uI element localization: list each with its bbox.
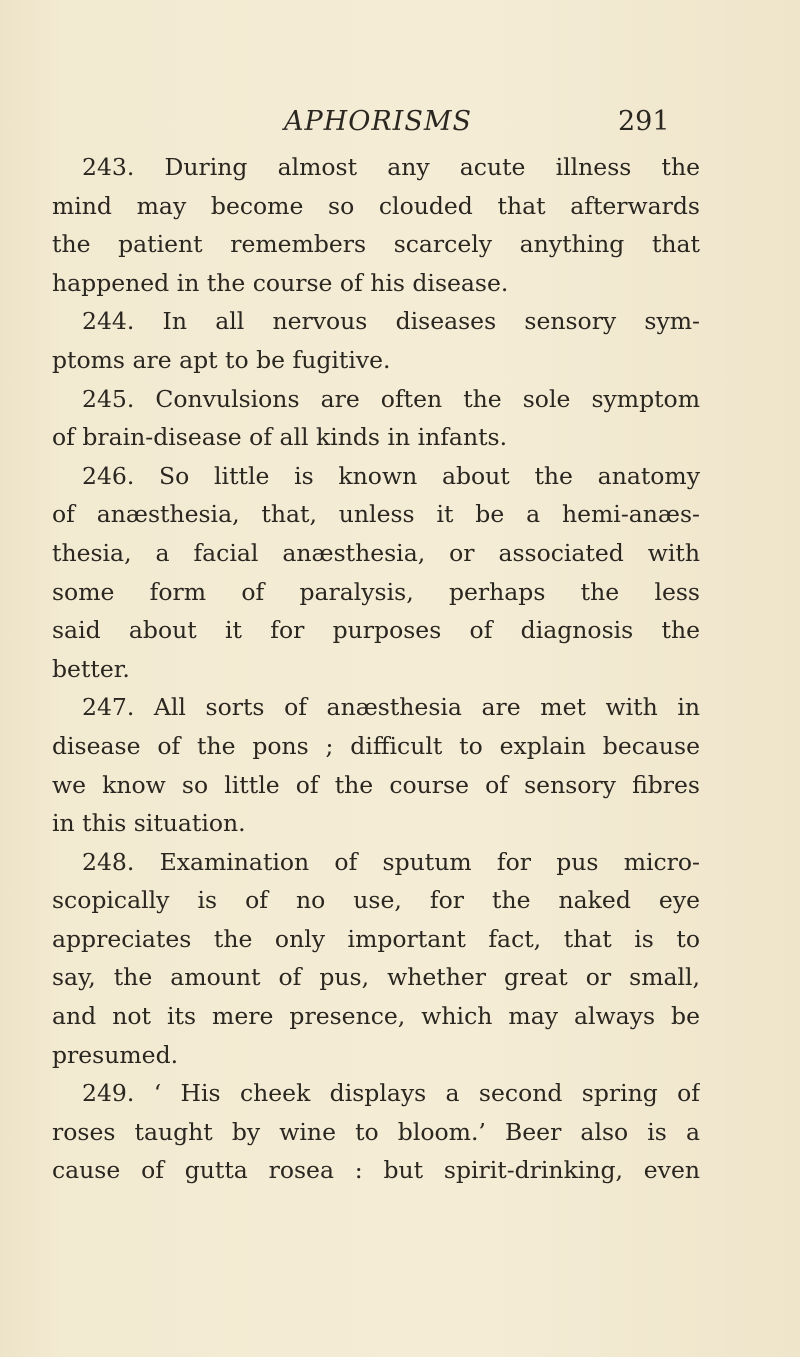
text-line: appreciates the only important fact, that is to <box>52 924 700 953</box>
page-number: 291 <box>618 106 670 137</box>
text-line: 248. Examination of sputum for pus micro- <box>82 847 700 876</box>
text-line: we know so little of the course of sensory fibres <box>52 770 700 799</box>
text-line: thesia, a facial anæsthesia, or associated with <box>52 538 700 567</box>
text-line: disease of the pons ; difficult to explain because <box>52 731 700 760</box>
running-head <box>0 102 800 142</box>
text-line: 244. In all nervous diseases sensory sym- <box>82 307 700 336</box>
text-line: ptoms are apt to be fugitive. <box>52 345 391 374</box>
text-line: in this situation. <box>52 809 246 838</box>
text-line: the patient remembers scarcely anything that <box>52 230 700 259</box>
text-line: of anæsthesia, that, unless it be a hemi-anæs- <box>52 500 700 529</box>
running-title: APHORISMS <box>284 106 472 137</box>
text-line: presumed. <box>52 1040 179 1069</box>
text-line: and not its mere presence, which may always be <box>52 1002 700 1031</box>
text-line: happened in the course of his disease. <box>52 268 509 297</box>
text-line: mind may become so clouded that afterwards <box>52 191 700 220</box>
text-line: 243. During almost any acute illness the <box>82 153 700 181</box>
text-line: 249. ‘ His cheek displays a second spring of <box>82 1079 700 1108</box>
text-line: say, the amount of pus, whether great or small, <box>52 963 700 992</box>
text-line: some form of paralysis, perhaps the less <box>52 577 700 606</box>
text-line: 245. Convulsions are often the sole symptom <box>82 384 700 413</box>
text-line: roses taught by wine to bloom.’ Beer also is a <box>52 1117 700 1146</box>
text-line: 246. So little is known about the anatomy <box>82 461 700 490</box>
text-line: said about it for purposes of diagnosis the <box>52 616 700 645</box>
text-line: cause of gutta rosea : but spirit-drinking, even <box>52 1156 700 1185</box>
text-line: scopically is of no use, for the naked eye <box>52 886 700 915</box>
body-text <box>52 148 700 1190</box>
text-line: 247. All sorts of anæsthesia are met with in <box>82 693 700 722</box>
text-line: of brain-disease of all kinds in infants. <box>52 423 508 452</box>
text-line: better. <box>52 654 130 683</box>
